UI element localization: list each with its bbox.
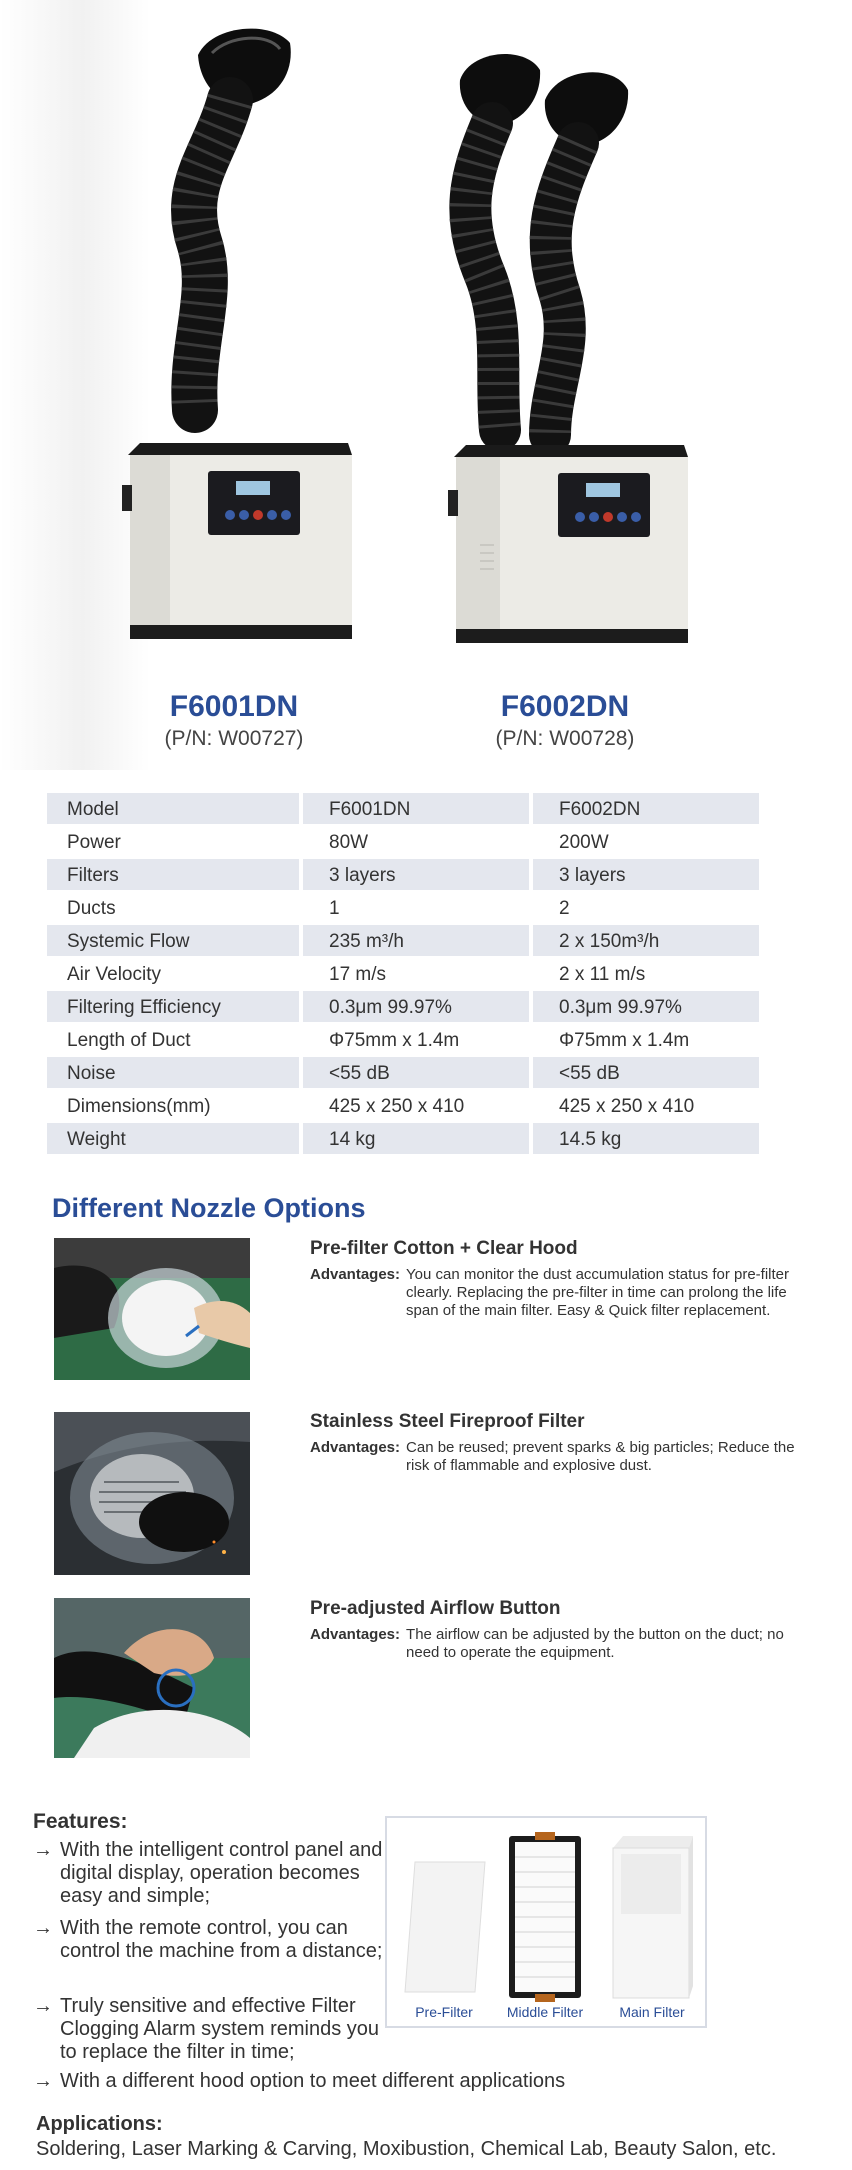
arrow-icon: →	[33, 1917, 53, 1939]
nozzle-advantages-stainless-steel-filter	[310, 1439, 800, 1475]
spec-label: Power	[67, 832, 121, 853]
spec-value-f6001dn: 0.3μm 99.97%	[303, 991, 529, 1022]
spec-value-f6002dn: 425 x 250 x 410	[559, 1096, 695, 1117]
advantages-text: Can be reused; prevent sparks & big particles; Reduce the risk of flammable and explosive dust.	[406, 1439, 795, 1474]
spec-value-f6001dn: Φ75mm x 1.4m	[329, 1030, 460, 1051]
spec-value-f6002dn: 2 x 11 m/s	[559, 964, 646, 985]
spec-value-f6002dn: 0.3μm 99.97%	[533, 991, 759, 1022]
spec-label: Model	[47, 793, 299, 824]
advantages-label: Advantages:	[310, 1439, 401, 1456]
spec-value-f6002dn: 2 x 150m³/h	[533, 925, 759, 956]
advantages-label: Advantages:	[310, 1626, 401, 1643]
table-row	[47, 958, 759, 991]
arrow-icon: →	[33, 1839, 53, 1861]
part-number-f6001dn: (P/N: W00727)	[164, 727, 304, 750]
nozzle-title-prefilter-cotton: Pre-filter Cotton + Clear Hood	[310, 1238, 578, 1259]
table-row	[47, 1090, 759, 1123]
table-row	[47, 1057, 759, 1090]
applications-title: Applications:	[36, 2113, 163, 2135]
feature-item	[33, 1917, 400, 1963]
features-title: Features:	[33, 1810, 128, 1833]
spec-label: Dimensions(mm)	[67, 1096, 211, 1117]
spec-label: Ducts	[67, 898, 116, 919]
filter-layers-panel	[385, 1816, 707, 2028]
spec-value-f6001dn: 425 x 250 x 410	[329, 1096, 465, 1117]
nozzle-image-stainless-steel-filter	[54, 1412, 250, 1575]
feature-text: With the intelligent control panel and digital display, operation becomes easy and simple;	[60, 1839, 383, 1907]
advantages-label: Advantages:	[310, 1266, 401, 1283]
spec-value-f6002dn: 2	[559, 898, 570, 919]
middle-filter-image	[505, 1832, 585, 2007]
spec-value-f6001dn: 1	[329, 898, 340, 919]
spec-value-f6001dn: 3 layers	[303, 859, 529, 890]
applications-text: Soldering, Laser Marking & Carving, Moxibustion, Chemical Lab, Beauty Salon, etc.	[36, 2138, 777, 2160]
prefilter-image	[401, 1858, 487, 2001]
spec-label: Length of Duct	[67, 1030, 191, 1051]
spec-value-f6002dn: Φ75mm x 1.4m	[559, 1030, 690, 1051]
spec-value-f6001dn: <55 dB	[303, 1057, 529, 1088]
nozzle-title-airflow-button: Pre-adjusted Airflow Button	[310, 1598, 561, 1619]
advantages-text: The airflow can be adjusted by the button on the duct; no need to operate the equipment.	[406, 1626, 784, 1661]
model-name-f6002dn: F6002DN	[500, 690, 630, 723]
table-row	[47, 892, 759, 925]
model-name-f6001dn: F6001DN	[169, 690, 299, 723]
feature-text: With a different hood option to meet different applications	[60, 2070, 566, 2092]
nozzle-advantages-airflow-button	[310, 1626, 800, 1662]
spec-value-f6001dn: 235 m³/h	[303, 925, 529, 956]
filter-label-main: Main Filter	[619, 2004, 685, 2020]
filter-label-middle: Middle Filter	[506, 2004, 584, 2020]
table-row	[47, 826, 759, 859]
spec-label: Filters	[47, 859, 299, 890]
table-row	[47, 1123, 759, 1156]
spec-value-f6001dn: 17 m/s	[329, 964, 387, 985]
spec-value-f6001dn: 14 kg	[303, 1123, 529, 1154]
feature-text: With the remote control, you can control the machine from a distance;	[60, 1917, 383, 1962]
product-image-f6001dn	[120, 15, 360, 645]
spec-label: Air Velocity	[67, 964, 161, 985]
spec-value-f6001dn: 80W	[329, 832, 369, 853]
spec-value-f6002dn: 3 layers	[533, 859, 759, 890]
spec-label: Systemic Flow	[47, 925, 299, 956]
table-row	[47, 1024, 759, 1057]
spec-label: Noise	[47, 1057, 299, 1088]
feature-text: Truly sensitive and effective Filter Clogging Alarm system reminds you to replace the filter in time;	[60, 1995, 380, 2063]
table-row	[47, 859, 759, 892]
arrow-icon: →	[33, 1995, 53, 2017]
spec-label: Filtering Efficiency	[47, 991, 299, 1022]
feature-item	[33, 2070, 660, 2093]
spec-label: Weight	[47, 1123, 299, 1154]
spec-value-f6002dn: 14.5 kg	[533, 1123, 759, 1154]
main-filter-image	[607, 1832, 697, 2007]
feature-item	[33, 1995, 400, 2064]
table-row	[47, 793, 759, 826]
feature-item	[33, 1839, 400, 1908]
section-title-nozzle-options: Different Nozzle Options	[52, 1193, 366, 1223]
part-number-f6002dn: (P/N: W00728)	[495, 727, 635, 750]
nozzle-title-stainless-steel-filter: Stainless Steel Fireproof Filter	[310, 1411, 585, 1432]
advantages-text: You can monitor the dust accumulation status for pre-filter clearly. Replacing the pre-filter in time can prolong the life span of the main filter. Easy & Quick filter replacement.	[406, 1266, 790, 1319]
spec-value-f6002dn: 200W	[559, 832, 609, 853]
spec-value-f6002dn: F6002DN	[533, 793, 759, 824]
product-hero	[0, 0, 852, 770]
spec-table	[47, 793, 759, 1156]
filter-label-pre: Pre-Filter	[415, 2004, 473, 2020]
nozzle-advantages-prefilter-cotton	[310, 1266, 800, 1320]
spec-value-f6002dn: <55 dB	[533, 1057, 759, 1088]
arrow-icon: →	[33, 2070, 53, 2092]
nozzle-image-airflow-button	[54, 1598, 250, 1758]
nozzle-image-prefilter-cotton	[54, 1238, 250, 1380]
table-row	[47, 991, 759, 1024]
table-row	[47, 925, 759, 958]
product-image-f6002dn	[440, 45, 700, 655]
spec-value-f6001dn: F6001DN	[303, 793, 529, 824]
